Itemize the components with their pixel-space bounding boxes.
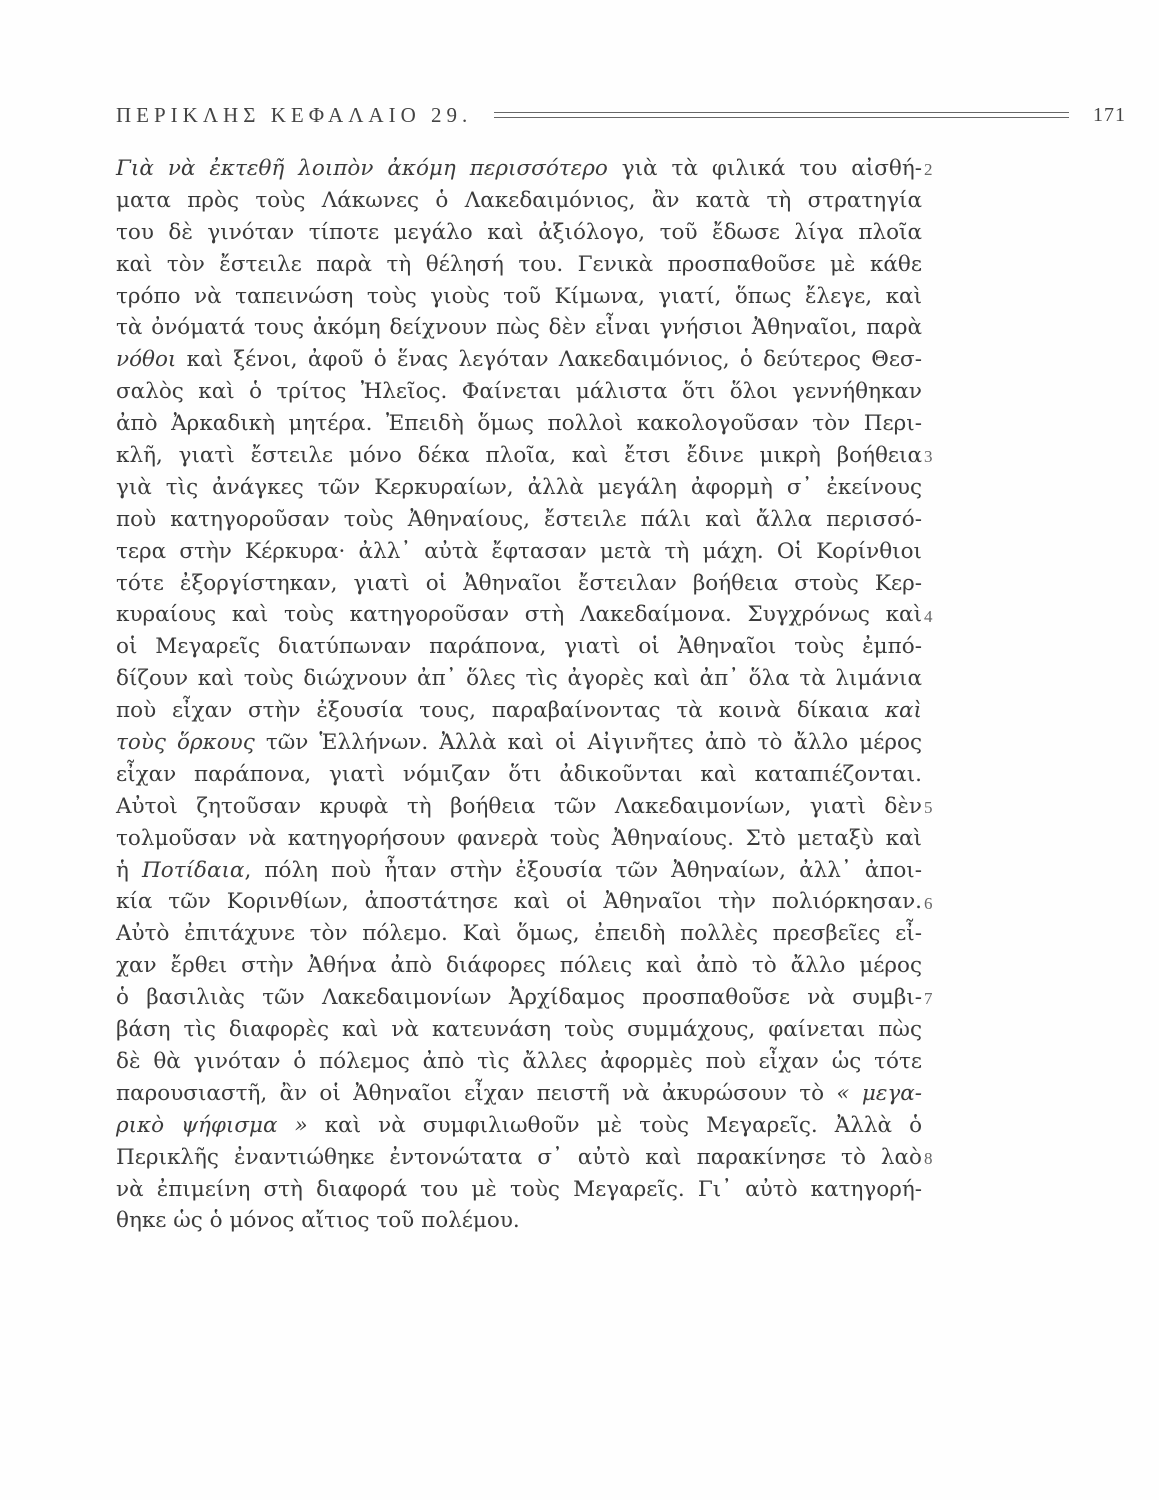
text-line: [116, 504, 922, 536]
line-text: βάση τὶς διαφορὲς καὶ νὰ κατευνάση τοὺς συμμάχους, φαίνεται πὼς: [116, 1017, 922, 1043]
line-text: γιὰ τὶς ἀνάγκες τῶν Κερκυραίων, ἀλλὰ μεγάλη ἀφορμὴ σ᾽ ἐκείνους: [116, 474, 922, 500]
line-text: , πόλη ποὺ ἦταν στὴν ἐξουσία τῶν Ἀθηναίων, ἀλλ᾽ ἀποι-: [244, 857, 922, 883]
text-line: [116, 1046, 922, 1078]
line-text: παρουσιαστῆ, ἂν οἱ Ἀθηναῖοι εἶχαν πειστῆ νὰ ἀκυρώσουν τὸ: [116, 1080, 837, 1106]
text-line: [116, 376, 922, 408]
text-line: [116, 791, 922, 823]
line-text: ἀπὸ Ἀρκαδικὴ μητέρα. Ἐπειδὴ ὅμως πολλοὶ κακολογοῦσαν τὸν Περι-: [116, 411, 922, 437]
line-italic-text: νόθοι: [116, 347, 177, 373]
text-line: [116, 1014, 922, 1046]
text-line: [116, 918, 922, 950]
line-text: Αὐτὸ ἐπιτάχυνε τὸν πόλεμο. Καὶ ὅμως, ἐπειδὴ πολλὲς πρεσβεῖες εἶ-: [116, 921, 922, 947]
line-text: Αὐτοὶ ζητοῦσαν κρυφὰ τὴ βοήθεια τῶν Λακεδαιμονίων, γιατὶ δὲν: [116, 793, 922, 819]
text-line: [116, 217, 922, 249]
section-number: 3: [924, 447, 933, 467]
text-line: [116, 982, 922, 1014]
text-line: [116, 153, 922, 185]
line-text: καὶ νὰ συμφιλιωθοῦν μὲ τοὺς Μεγαρεῖς. Ἀλλὰ ὁ: [307, 1112, 923, 1138]
section-number: 8: [924, 1148, 933, 1168]
line-text: κυραίους καὶ τοὺς κατηγοροῦσαν στὴ Λακεδαίμονα. Συγχρόνως καὶ: [116, 602, 922, 628]
line-text: σαλὸς καὶ ὁ τρίτος Ἠλεῖος. Φαίνεται μάλιστα ὅτι ὅλοι γεννήθηκαν: [116, 379, 922, 405]
running-title: ΠΕΡΙΚΛΗΣ ΚΕΦΑΛΑΙΟ 29.: [116, 102, 473, 127]
line-text: ἡ: [116, 857, 142, 883]
section-number: 5: [924, 798, 933, 817]
line-text: Περικλῆς ἐναντιώθηκε ἐντονώτατα σ᾽ αὐτὸ καὶ παρακίνησε τὸ λαὸ: [116, 1144, 922, 1170]
text-line: [116, 1174, 922, 1206]
text-line: [116, 695, 922, 727]
line-italic-text: Γιὰ νὰ ἐκτεθῆ λοιπὸν ἀκόμη περισσότερο: [116, 156, 608, 181]
text-line: [116, 823, 922, 855]
line-italic-text: καὶ: [884, 698, 922, 724]
text-line: [116, 344, 922, 376]
line-text: νὰ ἐπιμείνη στὴ διαφορά του μὲ τοὺς Μεγαρεῖς. Γι᾽ αὐτὸ κατηγορή-: [116, 1176, 922, 1202]
section-number: 7: [924, 989, 933, 1009]
page-number: 171: [1093, 103, 1126, 126]
text-line: [116, 886, 922, 918]
line-text: ματα πρὸς τοὺς Λάκωνες ὁ Λακεδαιμόνιος, ἂν κατὰ τὴ στρατηγία: [116, 187, 922, 213]
body-text: [116, 153, 922, 1237]
line-text: καὶ ξένοι, ἀφοῦ ὁ ἕνας λεγόταν Λακεδαιμόνιος, ὁ δεύτερος Θεσ-: [176, 347, 922, 373]
line-italic-text: Ποτίδαια: [142, 857, 245, 883]
text-line: [116, 472, 922, 504]
line-text: τρόπο νὰ ταπεινώση τοὺς γιοὺς τοῦ Κίμωνα, γιατί, ὅπως ἔλεγε, καὶ: [116, 283, 922, 309]
line-italic-text: ρικὸ ψήφισμα »: [116, 1112, 308, 1138]
line-text: χαν ἔρθει στὴν Ἀθήνα ἀπὸ διάφορες πόλεις καὶ ἀπὸ τὸ ἄλλο μέρος: [116, 953, 922, 979]
text-line: [116, 1205, 922, 1237]
text-line: [116, 1078, 922, 1110]
line-text: τῶν Ἑλλήνων. Ἀλλὰ καὶ οἱ Αἰγινῆτες ἀπὸ τὸ ἄλλο μέρος: [254, 730, 922, 756]
line-text: θηκε ὡς ὁ μόνος αἴτιος τοῦ πολέμου.: [116, 1208, 520, 1234]
header-double-rule: [494, 112, 1069, 118]
line-text: ποὺ κατηγοροῦσαν τοὺς Ἀθηναίους, ἔστειλε πάλι καὶ ἄλλα περισσό-: [116, 506, 922, 532]
line-text: τολμοῦσαν νὰ κατηγορήσουν φανερὰ τοὺς Ἀθηναίους. Στὸ μεταξὺ καὶ: [116, 825, 922, 851]
line-text: δὲ θὰ γινόταν ὁ πόλεμος ἀπὸ τὶς ἄλλες ἀφορμὲς ποὺ εἶχαν ὡς τότε: [116, 1048, 922, 1074]
line-text: ποὺ εἶχαν στὴν ἐξουσία τους, παραβαίνοντας τὰ κοινὰ δίκαια: [116, 698, 885, 724]
section-number: 4: [924, 606, 933, 626]
line-italic-text: τοὺς ὅρκους: [116, 730, 255, 756]
line-text: ὁ βασιλιὰς τῶν Λακεδαιμονίων Ἀρχίδαμος προσπαθοῦσε νὰ συμβι-: [116, 985, 922, 1011]
text-line: [116, 855, 922, 887]
text-line: [116, 312, 922, 344]
text-line: [116, 568, 922, 600]
line-text: καὶ τὸν ἔστειλε παρὰ τὴ θέλησή του. Γενικὰ προσπαθοῦσε μὲ κάθε: [116, 251, 922, 277]
text-line: [116, 950, 922, 982]
text-line: [116, 1110, 922, 1142]
text-line: [116, 281, 922, 313]
line-italic-text: « μεγα-: [836, 1080, 922, 1106]
text-line: [116, 599, 922, 631]
text-line: [116, 185, 922, 217]
text-line: [116, 727, 922, 759]
line-text: τότε ἐξοργίστηκαν, γιατὶ οἱ Ἀθηναῖοι ἔστειλαν βοήθεια στοὺς Κερ-: [116, 570, 922, 596]
text-line: [116, 408, 922, 440]
text-line: [116, 759, 922, 791]
text-line: [116, 1142, 922, 1174]
line-text: κλῆ, γιατὶ ἔστειλε μόνο δέκα πλοῖα, καὶ ἔτσι ἔδινε μικρὴ βοήθεια: [116, 443, 922, 469]
line-text: εἶχαν παράπονα, γιατὶ νόμιζαν ὅτι ἀδικοῦνται καὶ καταπιέζονται.: [116, 761, 922, 787]
line-text: τερα στὴν Κέρκυρα· ἀλλ᾽ αὐτὰ ἔφτασαν μετὰ τὴ μάχη. Οἱ Κορίνθιοι: [116, 538, 922, 564]
section-number: 2: [924, 160, 933, 179]
line-text: τὰ ὀνόματά τους ἀκόμη δείχνουν πὼς δὲν εἶναι γνήσιοι Ἀθηναῖοι, παρὰ: [116, 315, 922, 341]
text-line: [116, 249, 922, 281]
section-number: 6: [924, 893, 933, 913]
text-line: [116, 536, 922, 568]
line-text: δίζουν καὶ τοὺς διώχνουν ἀπ᾽ ὅλες τὶς ἀγορὲς καὶ ἀπ᾽ ὅλα τὰ λιμάνια: [116, 666, 922, 692]
line-text: του δὲ γινόταν τίποτε μεγάλο καὶ ἀξιόλογο, τοῦ ἔδωσε λίγα πλοῖα: [116, 219, 922, 245]
line-text: οἱ Μεγαρεῖς διατύπωναν παράπονα, γιατὶ οἱ Ἀθηναῖοι τοὺς ἐμπό-: [116, 634, 922, 660]
line-text: γιὰ τὰ φιλικά του αἰσθή-: [607, 156, 922, 181]
text-line: [116, 631, 922, 663]
text-line: [116, 663, 922, 695]
running-header: [116, 98, 1126, 132]
text-line: [116, 440, 922, 472]
line-text: κία τῶν Κορινθίων, ἀποστάτησε καὶ οἱ Ἀθηναῖοι τὴν πολιόρκησαν.: [116, 889, 922, 915]
